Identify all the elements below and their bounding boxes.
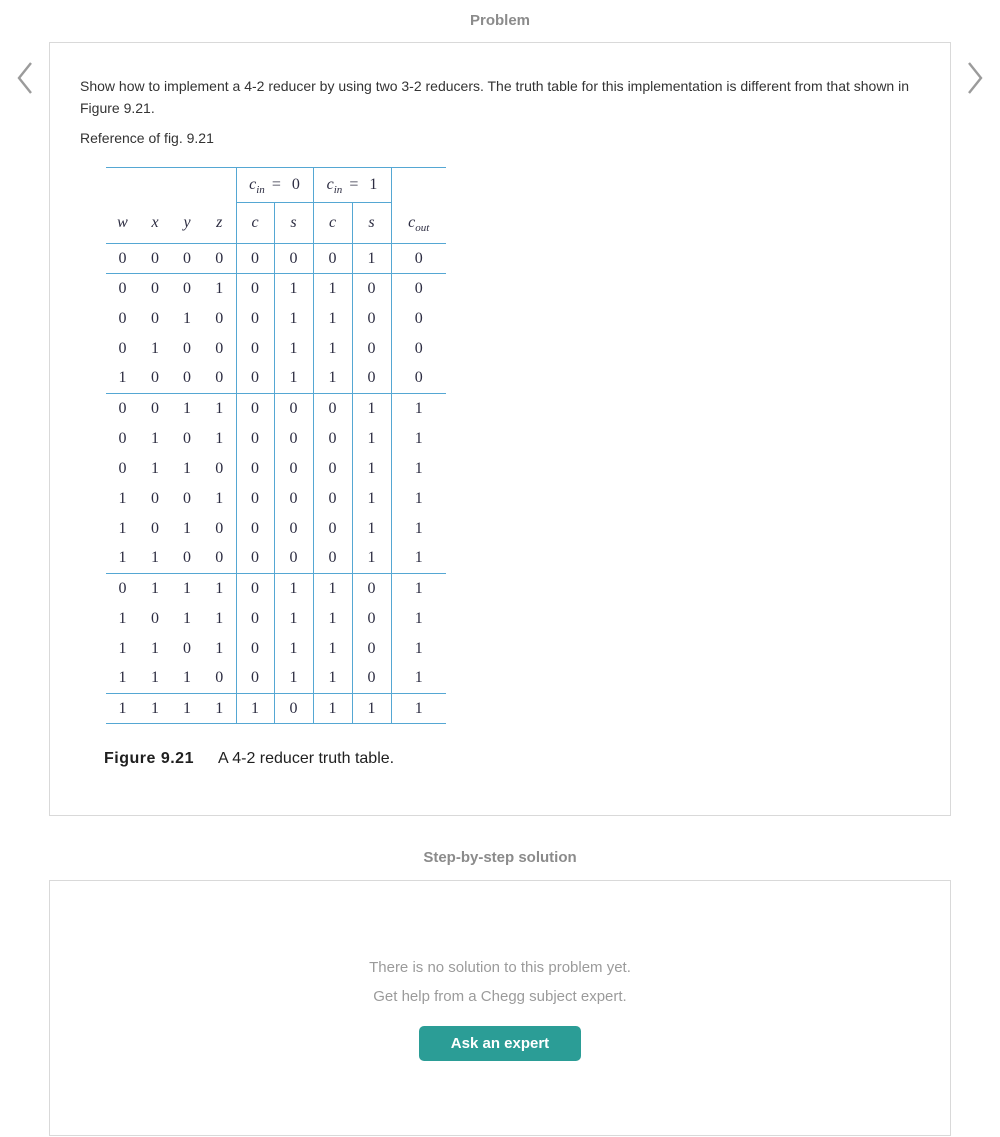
reference-note: Reference of fig. 9.21 — [80, 130, 214, 146]
table-cell: 1 — [215, 609, 224, 627]
truth-table-row — [106, 634, 446, 664]
table-cell: 0 — [236, 244, 274, 274]
table-cell: 1 — [274, 364, 313, 394]
table-cell: 1 — [139, 694, 171, 724]
table-cell: 0 — [352, 334, 391, 364]
table-cell: 0 — [352, 634, 391, 664]
figure-label: Figure 9.21 — [104, 750, 194, 767]
no-solution-message: There is no solution to this problem yet. — [369, 959, 631, 976]
problem-section-title: Problem — [469, 12, 530, 29]
table-cell: 1 — [183, 609, 191, 627]
math-subscript-text: out — [415, 221, 430, 234]
truth-table-row — [106, 484, 446, 514]
table-cell: 0 — [139, 244, 171, 274]
column-header-cell — [313, 203, 352, 244]
math-subscript — [256, 184, 265, 196]
table-cell: 0 — [151, 609, 159, 627]
table-cell: 0 — [313, 484, 352, 514]
table-cell: 0 — [274, 694, 313, 724]
table-cell: 0 — [118, 399, 127, 417]
table-cell: 0 — [313, 424, 352, 454]
problem-statement: Show how to implement a 4-2 reducer by using two 3-2 reducers. The truth table for this implementation is different from that shown in Figure 9.21. — [80, 78, 910, 116]
math-var: c — [408, 213, 416, 231]
table-cell: 0 — [274, 424, 313, 454]
table-cell: 1 — [274, 274, 313, 304]
group-header-cell — [313, 168, 391, 203]
table-cell: 0 — [171, 364, 203, 394]
table-cell: 1 — [171, 664, 203, 694]
table-cell: 1 — [151, 639, 159, 657]
truth-table-row — [106, 274, 446, 304]
math-var: c — [326, 176, 334, 193]
column-header-cell — [106, 203, 139, 244]
table-cell: 1 — [106, 664, 139, 694]
table-cell: 0 — [313, 544, 352, 574]
table-cell: 1 — [352, 694, 391, 724]
table-cell: 1 — [215, 429, 224, 447]
table-cell: 1 — [313, 634, 352, 664]
table-cell: 1 — [139, 664, 171, 694]
table-cell: 1 — [183, 309, 191, 327]
table-cell: 1 — [352, 424, 391, 454]
table-cell: 0 — [236, 274, 274, 304]
column-header-cell — [236, 203, 274, 244]
table-cell: 0 — [183, 639, 191, 657]
table-cell: 1 — [313, 694, 352, 724]
table-cell: 1 — [391, 634, 446, 664]
column-header-cell — [203, 203, 236, 244]
table-cell: 0 — [118, 429, 127, 447]
table-cell: 0 — [236, 394, 274, 424]
math-subscript-text: in — [333, 184, 343, 197]
table-cell: 1 — [274, 604, 313, 634]
table-cell: 0 — [352, 304, 391, 334]
header-spacer — [106, 168, 236, 203]
table-cell: 0 — [352, 604, 391, 634]
truth-table — [106, 167, 446, 724]
math-var: s — [368, 214, 375, 231]
truth-table-group-header-row — [106, 168, 446, 203]
table-cell: 1 — [391, 574, 446, 604]
table-cell: 1 — [151, 459, 159, 477]
table-cell: 1 — [171, 694, 203, 724]
table-cell: 1 — [118, 639, 127, 657]
table-cell: 0 — [236, 484, 274, 514]
table-cell: 1 — [106, 364, 139, 394]
table-cell: 1 — [274, 334, 313, 364]
truth-table-row — [106, 424, 446, 454]
table-cell: 0 — [171, 244, 203, 274]
table-cell: 0 — [313, 244, 352, 274]
table-cell: 0 — [236, 514, 274, 544]
table-cell: 0 — [139, 364, 171, 394]
table-cell: 1 — [352, 394, 391, 424]
table-cell: 0 — [274, 514, 313, 544]
table-cell: 1 — [151, 339, 159, 357]
table-cell: 1 — [151, 429, 159, 447]
truth-table-row — [106, 574, 446, 604]
math-var: c — [251, 214, 259, 231]
table-cell: 1 — [215, 639, 224, 657]
table-cell: 0 — [106, 244, 139, 274]
table-cell: 0 — [203, 244, 236, 274]
table-cell: 1 — [183, 579, 191, 597]
table-cell: 0 — [391, 364, 446, 394]
table-cell: 0 — [274, 394, 313, 424]
table-cell: 0 — [183, 339, 191, 357]
table-cell: 0 — [236, 424, 274, 454]
table-cell: 0 — [274, 454, 313, 484]
table-cell: 1 — [391, 664, 446, 694]
table-cell: 1 — [151, 579, 159, 597]
table-cell: 0 — [352, 274, 391, 304]
table-cell: 0 — [151, 519, 159, 537]
table-cell: 0 — [215, 309, 224, 327]
truth-table-row — [106, 664, 446, 694]
table-cell: 1 — [215, 579, 224, 597]
table-cell: 0 — [203, 544, 236, 574]
table-cell: 1 — [215, 489, 224, 507]
truth-table-row — [106, 244, 446, 274]
math-var: c — [328, 214, 337, 231]
chevron-right-icon — [964, 60, 986, 96]
table-cell: 1 — [274, 664, 313, 694]
problem-card — [49, 42, 951, 816]
table-cell: 1 — [183, 459, 191, 477]
table-cell: 1 — [274, 574, 313, 604]
math-var: w — [117, 213, 128, 231]
table-cell: 1 — [183, 399, 191, 417]
table-cell: 1 — [313, 664, 352, 694]
solution-section-title: Step-by-step solution — [423, 849, 577, 866]
table-cell: 0 — [236, 664, 274, 694]
table-cell: 1 — [313, 364, 352, 394]
group-header-cell — [236, 168, 313, 203]
math-var: x — [151, 213, 159, 231]
column-header-cell — [352, 203, 391, 244]
table-cell: 1 — [391, 694, 446, 724]
column-header-cell — [274, 203, 313, 244]
table-cell: 0 — [313, 514, 352, 544]
table-cell: 0 — [236, 364, 274, 394]
table-cell: 0 — [183, 489, 191, 507]
table-cell: 0 — [313, 394, 352, 424]
table-cell: 1 — [313, 334, 352, 364]
get-help-message: Get help from a Chegg subject expert. — [373, 988, 627, 1005]
table-cell: 1 — [274, 634, 313, 664]
table-cell: 0 — [118, 279, 127, 297]
table-cell: 0 — [352, 664, 391, 694]
table-cell: 0 — [215, 519, 224, 537]
table-cell: 1 — [106, 544, 139, 574]
math-var: y — [183, 213, 191, 231]
truth-table-row — [106, 394, 446, 424]
table-cell: 0 — [391, 274, 446, 304]
truth-table-row — [106, 304, 446, 334]
ask-an-expert-button[interactable]: Ask an expert — [419, 1026, 581, 1061]
table-cell: 1 — [203, 694, 236, 724]
math-subscript — [334, 184, 343, 196]
table-cell: 1 — [352, 484, 391, 514]
table-cell: 1 — [215, 279, 224, 297]
table-cell: 0 — [118, 309, 127, 327]
table-cell: 0 — [274, 244, 313, 274]
table-cell: 0 — [236, 634, 274, 664]
table-cell: 0 — [236, 604, 274, 634]
next-problem-button[interactable] — [963, 60, 987, 96]
table-cell: 0 — [391, 304, 446, 334]
table-cell: 0 — [151, 279, 159, 297]
table-cell: 1 — [391, 424, 446, 454]
table-cell: 1 — [139, 544, 171, 574]
table-cell: 1 — [391, 394, 446, 424]
math-var: c — [249, 176, 257, 193]
table-cell: 1 — [391, 514, 446, 544]
table-cell: 1 — [118, 489, 127, 507]
table-cell: 0 — [313, 454, 352, 484]
table-cell: 0 — [118, 459, 127, 477]
table-cell: 0 — [183, 279, 191, 297]
truth-table-row — [106, 454, 446, 484]
table-cell: 0 — [236, 574, 274, 604]
math-var: s — [290, 214, 297, 231]
table-cell: 0 — [171, 544, 203, 574]
table-cell: 1 — [391, 454, 446, 484]
table-cell: 1 — [106, 694, 139, 724]
table-cell: 0 — [274, 544, 313, 574]
solution-card — [49, 880, 951, 1136]
table-cell: 1 — [391, 484, 446, 514]
table-cell: 0 — [391, 334, 446, 364]
table-cell: 0 — [118, 579, 127, 597]
truth-table-row — [106, 364, 446, 394]
chevron-left-icon — [14, 60, 36, 96]
table-cell: 1 — [118, 519, 127, 537]
table-cell: 0 — [151, 399, 159, 417]
table-cell: 1 — [352, 514, 391, 544]
table-cell: 1 — [352, 454, 391, 484]
truth-table-row — [106, 694, 446, 724]
header-spacer — [391, 168, 446, 203]
table-cell: 0 — [352, 364, 391, 394]
truth-table-row — [106, 334, 446, 364]
math-suffix: = 0 — [271, 176, 300, 193]
truth-table-column-header-row — [106, 203, 446, 244]
table-cell: 0 — [391, 244, 446, 274]
column-header-cell — [171, 203, 203, 244]
table-cell: 1 — [352, 244, 391, 274]
table-cell: 0 — [215, 459, 224, 477]
math-var: z — [216, 213, 223, 231]
truth-table-row — [106, 604, 446, 634]
table-cell: 0 — [236, 544, 274, 574]
table-cell: 0 — [118, 339, 127, 357]
table-cell: 1 — [274, 304, 313, 334]
table-cell: 0 — [203, 364, 236, 394]
table-cell: 0 — [215, 339, 224, 357]
table-cell: 1 — [313, 604, 352, 634]
table-cell: 1 — [118, 609, 127, 627]
math-subscript — [415, 222, 429, 234]
table-cell: 1 — [215, 399, 224, 417]
table-cell: 1 — [313, 304, 352, 334]
table-cell: 1 — [236, 694, 274, 724]
table-cell: 1 — [352, 544, 391, 574]
table-cell: 0 — [183, 429, 191, 447]
table-cell: 1 — [313, 274, 352, 304]
table-cell: 0 — [352, 574, 391, 604]
math-suffix: = 1 — [349, 176, 378, 193]
table-cell: 0 — [151, 309, 159, 327]
table-cell: 1 — [183, 519, 191, 537]
table-cell: 1 — [313, 574, 352, 604]
truth-table-body — [106, 168, 446, 724]
table-cell: 0 — [236, 304, 274, 334]
figure-caption — [104, 750, 915, 768]
truth-table-row — [106, 514, 446, 544]
column-header-cell — [391, 203, 446, 244]
math-subscript-text: in — [256, 184, 265, 197]
table-cell: 0 — [151, 489, 159, 507]
prev-problem-button[interactable] — [13, 60, 37, 96]
table-cell: 1 — [391, 604, 446, 634]
table-cell: 0 — [274, 484, 313, 514]
table-cell: 0 — [236, 334, 274, 364]
truth-table-row — [106, 544, 446, 574]
table-cell: 0 — [203, 664, 236, 694]
figure-caption-text: A 4-2 reducer truth table. — [217, 750, 395, 767]
table-cell: 1 — [391, 544, 446, 574]
table-cell: 0 — [236, 454, 274, 484]
column-header-cell — [139, 203, 171, 244]
